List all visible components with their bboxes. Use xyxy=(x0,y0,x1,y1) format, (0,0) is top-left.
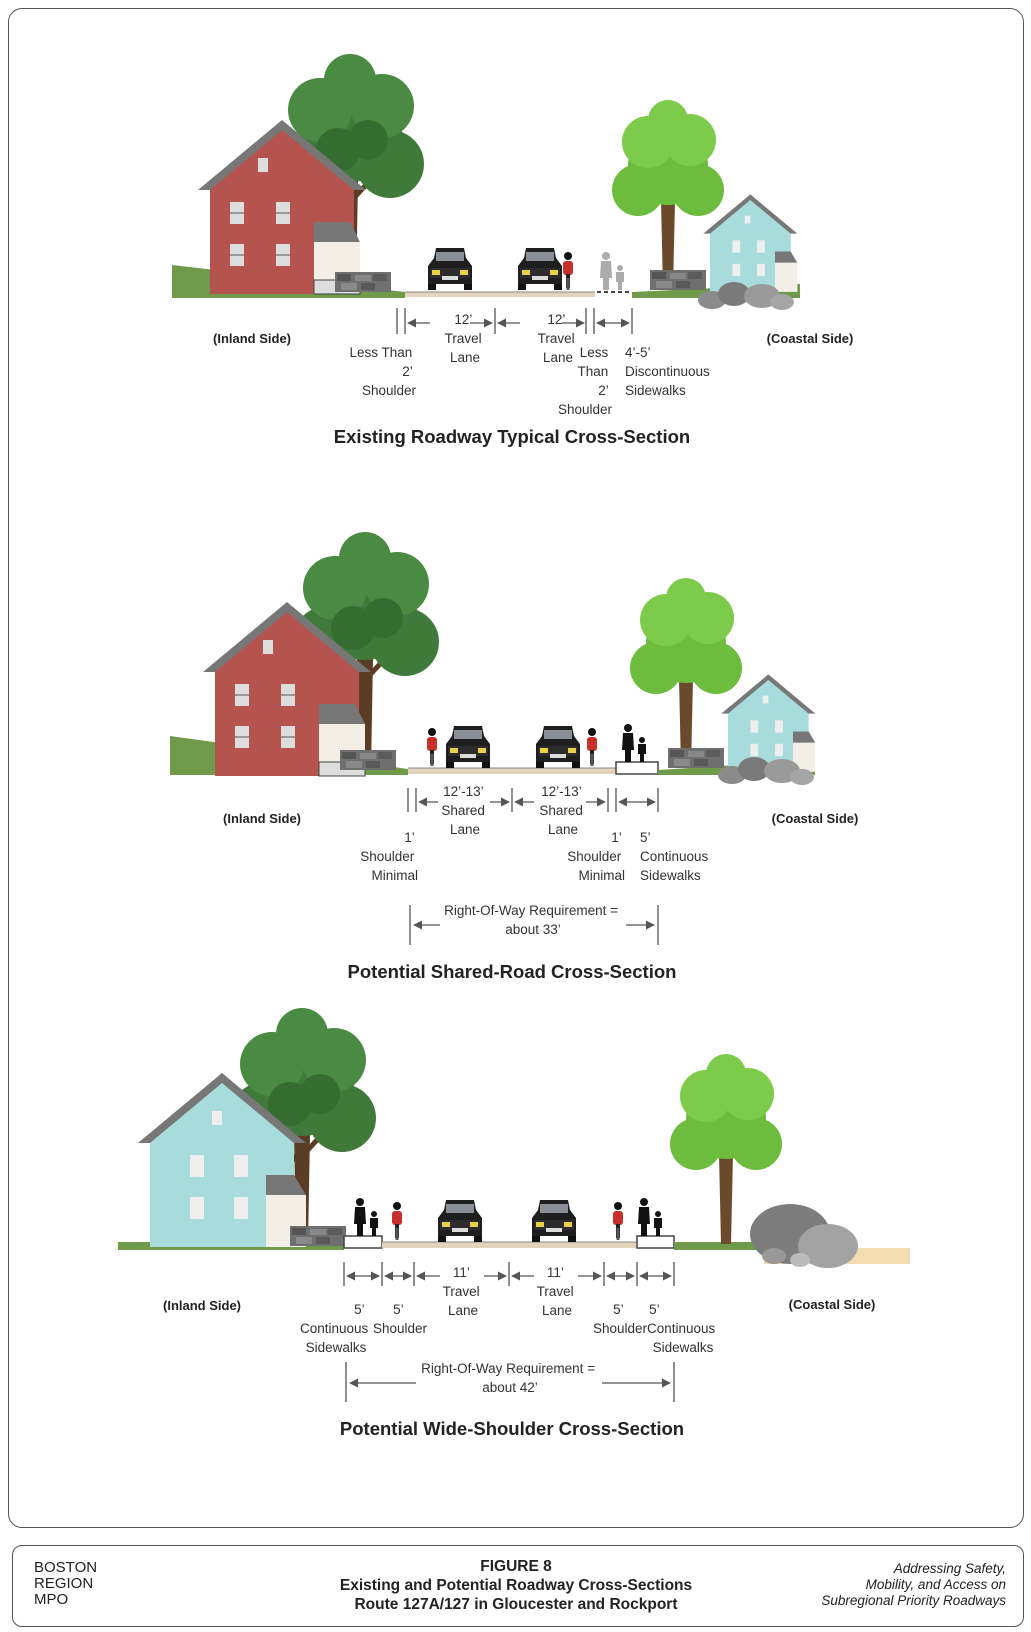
roadway-surface xyxy=(405,292,595,297)
dim-label: 5’ Continuous Sidewalks xyxy=(646,1302,716,1355)
stone-wall-icon xyxy=(668,748,724,768)
large-rocks-icon xyxy=(750,1204,858,1268)
dim-label: 12’-13’ Shared Lane xyxy=(539,784,583,837)
dim-label: 11’ Travel Lane xyxy=(536,1265,574,1318)
blue-house-icon xyxy=(703,194,797,291)
dim-label: 12’-13’ Shared Lane xyxy=(441,784,485,837)
right-of-way-label: Right-Of-Way Requirement = about 42’ xyxy=(421,1361,596,1395)
inland-side-label: (Inland Side) xyxy=(213,331,291,346)
inland-side-label: (Inland Side) xyxy=(223,811,301,826)
stone-wall-icon xyxy=(340,750,396,770)
panel-title: Existing Roadway Typical Cross-Section xyxy=(333,426,691,447)
study-title: Addressing Safety, Mobility, and Access on Subregional Priority Roadways xyxy=(821,1561,1006,1608)
car-icon xyxy=(438,1200,482,1242)
figure-title-line1: Existing and Potential Roadway Cross-Sections xyxy=(339,1577,693,1594)
cyclist-icon xyxy=(392,1202,402,1240)
panel-title: Potential Wide-Shoulder Cross-Section xyxy=(339,1418,685,1439)
dim-label: 12’ Travel Lane xyxy=(537,312,575,365)
coastal-side-label: (Coastal Side) xyxy=(788,1297,876,1312)
car-icon xyxy=(428,248,472,290)
dim-label: Less Than 2’ Shoulder xyxy=(557,345,612,417)
blue-house-icon xyxy=(721,674,815,771)
dim-label: Less Than 2’ Shoulder xyxy=(349,345,416,398)
stone-wall-icon xyxy=(290,1226,346,1246)
dim-label: 5’ Continuous Sidewalks xyxy=(299,1302,369,1355)
figure-title-line2: Route 127A/127 in Gloucester and Rockport xyxy=(354,1596,678,1613)
continuous-sidewalk xyxy=(637,1236,674,1248)
pedestrians-icon xyxy=(622,724,646,762)
panel-shared-road xyxy=(170,532,858,982)
pedestrians-icon xyxy=(354,1198,378,1236)
continuous-sidewalk xyxy=(344,1236,382,1248)
dim-label: 4’-5’ Discontinuous Sidewalks xyxy=(625,345,710,398)
cyclist-icon xyxy=(427,728,437,766)
coastal-side-label: (Coastal Side) xyxy=(766,331,854,346)
panel-title: Potential Shared-Road Cross-Section xyxy=(347,961,677,982)
dim-label: 5’ Continuous Sidewalks xyxy=(640,830,709,883)
panel-existing xyxy=(172,54,853,447)
dim-label: 1’ Shoulder Minimal xyxy=(567,830,625,883)
figure-caption xyxy=(260,1557,772,1614)
stone-wall-icon xyxy=(335,272,391,292)
dim-label: 5’ Shoulder xyxy=(592,1302,648,1336)
continuous-sidewalk xyxy=(616,762,658,774)
car-icon xyxy=(532,1200,576,1242)
figure-number: FIGURE 8 xyxy=(480,1558,552,1575)
inland-side-label: (Inland Side) xyxy=(163,1298,241,1313)
pedestrians-outline-icon xyxy=(600,252,624,290)
coastal-grass xyxy=(674,1242,764,1250)
panel-wide-shoulder xyxy=(118,1008,910,1439)
coastal-side-label: (Coastal Side) xyxy=(771,811,859,826)
light-tree-icon xyxy=(612,100,724,290)
roadway-surface xyxy=(408,768,616,774)
cyclist-icon xyxy=(563,252,573,290)
stone-wall-icon xyxy=(650,270,706,290)
dim-label: 1’ Shoulder Minimal xyxy=(360,830,418,883)
right-of-way-label: Right-Of-Way Requirement = about 33’ xyxy=(444,903,619,937)
light-tree-icon xyxy=(630,578,742,768)
cyclist-icon xyxy=(613,1202,623,1240)
org-name: BOSTON REGION MPO xyxy=(34,1559,98,1608)
car-icon xyxy=(518,248,562,290)
pedestrians-icon xyxy=(638,1198,662,1236)
roadway-surface xyxy=(382,1242,637,1248)
car-icon xyxy=(446,726,490,768)
cyclist-icon xyxy=(587,728,597,766)
car-icon xyxy=(536,726,580,768)
dim-label: 11’ Travel Lane xyxy=(442,1265,480,1318)
dim-label: 5’ Shoulder xyxy=(372,1302,428,1336)
dim-label: 12’ Travel Lane xyxy=(444,312,482,365)
